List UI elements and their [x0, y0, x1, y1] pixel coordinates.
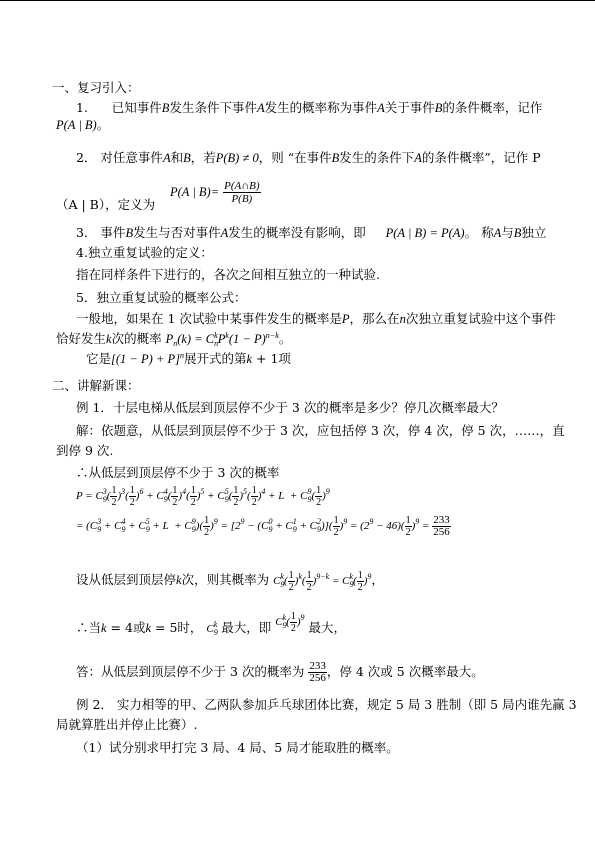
- item2-line1: 2． 对任意事件A和B，若P(B) ≠ 0，则 “在事件B发生的条件下A的条件概率”，记作 P: [76, 150, 541, 165]
- example1-max-condition: ∴当k = 4或k = 5时， $C_9^k$ 最大，即 $C_9^k$( $\frac{1}{2}$ )$^9$ 最大，: [76, 611, 347, 638]
- top-rule: [0, 0, 595, 1]
- item5-line1: 一般地，如果在 1 次试验中某事件发生的概率是P，那么在n次独立重复试验中这个事件: [76, 311, 556, 326]
- conditional-prob-formula: P(A | B): [56, 118, 97, 132]
- example1-title: 例 1．十层电梯从低层到顶层停不少于 3 次的概率是多少？停几次概率最大？: [76, 400, 504, 415]
- binomial-expansion: $[(1 - P) + P]^n$: [111, 351, 184, 366]
- item4-heading: 4.独立重复试验的定义：: [76, 245, 213, 260]
- example1-solution-line1: 解：依题意，从低层到顶层停不少于 3 次，应包括停 3 次，停 4 次，停 5 次，……，直: [76, 423, 565, 438]
- example1-therefore: ∴从低层到顶层停不少于 3 次的概率: [76, 465, 280, 480]
- binomial-prob-formula: $P_n(k) = C_n^kP^k(1 - P)^{n-k}$: [165, 331, 279, 348]
- item2-line2: （A | B），定义为: [56, 197, 156, 212]
- item1-line1: 1. 已知事件B发生条件下事件A发生的概率称为事件A关于事件B的条件概率，记作: [76, 100, 543, 115]
- item5-line2: 恰好发生k次的概率 $P_n(k) = C_n^kP^k(1 - P)^{n-k}$。: [56, 331, 292, 348]
- independence-formula: P(A | B) = P(A): [385, 226, 465, 240]
- item5-line3: 它是$[(1 - P) + P]^n$展开式的第k + 1项: [86, 351, 291, 366]
- item3-line: 3． 事件B发生与否对事件A发生的概率没有影响，即 P(A | B) = P(A)。 称A与B独立: [76, 225, 547, 240]
- item1-line2: P(A | B)。: [56, 117, 110, 132]
- example2-title-line2: 局就算胜出并停止比赛）.: [56, 717, 198, 732]
- probability-sum-formula: $P = C_9^3$( $\frac{1}{2}$ )$^3$( $\frac{1}{2}$ )$^6 + C_9^4$( $\frac{1}{2}$ )$^4$( $\frac{1}{2}$ )$^5 + C_9^5$( $\frac{1}{2}$ )$^5$( $\frac{1}{2}$ )$^4 + L + C_9^9$( $\frac{1}{2}$ )$^9$: [76, 485, 330, 508]
- example2-title-line1: 例 2． 实力相等的甲、乙两队参加乒乓球团体比赛，规定 5 局 3 胜制（即 5 局内谁先赢 3: [76, 697, 577, 712]
- probability-simplified-formula: = $(C_9^3 + C_9^4 + C_9^5 + L + C_9^9)$( $\frac{1}{2}$ )$^9 = [2^9 - (C_9^0 + C_9^1 + C_9^2)]$( $\frac{1}{2}$ )$^9 = (2^9 - 46)$( $\frac{1}{2}$ )$^9$ = $\frac{233}{256}$: [76, 514, 450, 538]
- example2-question1: （1）试分别求甲打完 3 局、4 局、5 局才能取胜的概率。: [76, 740, 399, 755]
- section-heading-new: 二、讲解新课：: [52, 378, 140, 393]
- example1-let-k: 设从低层到顶层停k次，则其概率为 $C_9^k$( $\frac{1}{2}$ )$^k$( $\frac{1}{2}$ )$^{9-k} = C_9^k$( $\frac{1}{2}$ )$^9$，: [76, 570, 384, 593]
- item4-definition: 指在同样条件下进行的，各次之间相互独立的一种试验.: [76, 267, 380, 282]
- example1-solution-line2: 到停 9 次.: [56, 443, 114, 458]
- item-number: 1.: [76, 100, 88, 115]
- item5-heading: 5．独立重复试验的概率公式：: [76, 290, 247, 305]
- example1-answer: 答：从低层到顶层停不少于 3 次的概率为 $\frac{233}{256}$ ，停 4 次或 5 次概率最大。: [76, 660, 484, 684]
- section-heading-review: 一、复习引入：: [52, 80, 140, 95]
- conditional-prob-definition: P(A | B)= $\frac{P(A\cap B)}{P(B)}$: [170, 180, 260, 205]
